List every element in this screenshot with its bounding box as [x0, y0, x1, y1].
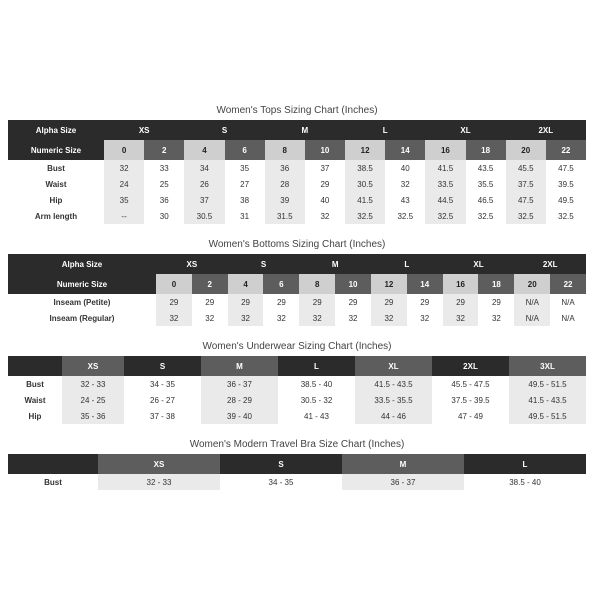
underwear-size-xs: XS — [62, 356, 124, 376]
table-cell: 32 — [276, 313, 286, 323]
tops-table — [8, 120, 586, 224]
table-cell: 35.5 — [477, 179, 494, 189]
table-cell: 34 - 35 — [150, 379, 175, 389]
tops-numeric-cell: 0 — [104, 140, 144, 160]
underwear-title: Women's Underwear Sizing Chart (Inches) — [202, 341, 392, 352]
table-cell: 29 — [228, 294, 264, 310]
bottoms-numeric-cell: 16 — [443, 274, 479, 294]
table-cell: 38.5 - 40 — [300, 379, 333, 389]
table-cell: 39.5 — [558, 179, 574, 189]
table-cell: -- — [104, 208, 144, 224]
table-cell: 24 - 25 — [62, 392, 124, 408]
bottoms-alpha-m: M — [299, 254, 371, 274]
table-cell: 37.5 — [506, 176, 546, 192]
bra-size-xs: XS — [98, 454, 220, 474]
tops-section — [8, 104, 586, 224]
table-cell: 32 — [348, 313, 358, 323]
bra-size-m: M — [342, 454, 464, 474]
tops-numeric-cell: 20 — [506, 140, 546, 160]
bottoms-alpha-2xl: 2XL — [514, 254, 586, 274]
table-cell: 38.5 — [345, 160, 385, 176]
table-cell: 33 — [159, 163, 169, 173]
tops-numeric-cell: 12 — [345, 140, 385, 160]
table-cell: 47.5 — [558, 163, 574, 173]
bottoms-numeric-cell: 22 — [550, 274, 586, 294]
tops-numeric-cell: 14 — [385, 140, 425, 160]
bra-title: Women's Modern Travel Bra Size Chart (Inches) — [189, 439, 405, 450]
table-cell: 32.5 — [345, 208, 385, 224]
bra-header-corner — [8, 454, 98, 474]
bottoms-title: Women's Bottoms Sizing Chart (Inches) — [208, 239, 386, 250]
bottoms-numeric-cell: 6 — [263, 274, 299, 294]
table-cell: 32.5 — [558, 211, 574, 221]
tops-numeric-cell: 10 — [305, 140, 345, 160]
table-cell: 26 - 27 — [150, 395, 175, 405]
underwear-size-l: L — [278, 356, 355, 376]
underwear-size-3xl: 3XL — [509, 356, 586, 376]
table-cell: 34 - 35 — [268, 477, 294, 487]
table-cell: 36 - 37 — [201, 376, 278, 392]
table-cell: 47.5 — [506, 192, 546, 208]
bottoms-numeric-cell: 8 — [299, 274, 335, 294]
table-cell: 49.5 - 51.5 — [509, 376, 586, 392]
bottoms-numeric-label: Numeric Size — [8, 274, 156, 294]
tops-title: Women's Tops Sizing Chart (Inches) — [216, 105, 378, 116]
tops-numeric-cell: 8 — [265, 140, 305, 160]
bottoms-alpha-label: Alpha Size — [8, 254, 156, 274]
bottoms-alpha-xl: XL — [443, 254, 515, 274]
table-cell: 36 — [159, 195, 169, 205]
table-cell: 37.5 - 39.5 — [451, 395, 490, 405]
table-cell: 29 — [348, 297, 358, 307]
table-cell: 32 — [299, 310, 335, 326]
table-cell: 37 - 38 — [150, 411, 175, 421]
tops-alpha-xs: XS — [104, 120, 184, 140]
table-cell: 47 - 49 — [458, 411, 483, 421]
underwear-header-corner — [8, 356, 62, 376]
row-label-inseam-petite: Inseam (Petite) — [53, 297, 111, 307]
row-label-waist: Waist — [24, 395, 46, 405]
table-cell: 35 — [104, 192, 144, 208]
table-cell: 41 - 43 — [304, 411, 329, 421]
table-cell: 29 — [320, 179, 330, 189]
table-cell: 44 - 46 — [355, 408, 432, 424]
table-cell: 29 — [491, 297, 501, 307]
table-cell: 32 — [104, 160, 144, 176]
table-cell: 32 — [491, 313, 501, 323]
table-cell: 32 — [443, 310, 479, 326]
row-label-waist: Waist — [45, 179, 67, 189]
table-cell: 39 - 40 — [201, 408, 278, 424]
table-cell: 30.5 — [184, 208, 224, 224]
table-cell: 41.5 — [425, 160, 465, 176]
tops-numeric-cell: 4 — [184, 140, 224, 160]
table-cell: 44.5 — [425, 192, 465, 208]
table-cell: 36 - 37 — [342, 474, 464, 490]
bottoms-numeric-cell: 4 — [228, 274, 264, 294]
row-label-inseam-regular: Inseam (Regular) — [49, 313, 115, 323]
bottoms-alpha-xs: XS — [156, 254, 228, 274]
table-cell: 32 — [320, 211, 330, 221]
table-cell: 45.5 — [506, 160, 546, 176]
underwear-size-xl: XL — [355, 356, 432, 376]
table-cell: 46.5 — [477, 195, 494, 205]
table-cell: 37 — [184, 192, 224, 208]
bottoms-table — [8, 254, 586, 326]
table-cell: N/A — [514, 310, 550, 326]
table-cell: 29 — [205, 297, 215, 307]
bottoms-section — [8, 238, 586, 326]
table-cell: 37 — [320, 163, 330, 173]
table-cell: 30.5 — [345, 176, 385, 192]
table-cell: 32 - 33 — [98, 474, 220, 490]
tops-numeric-cell: 2 — [144, 140, 184, 160]
table-cell: 40 — [400, 163, 410, 173]
bra-size-s: S — [220, 454, 342, 474]
bra-section — [8, 438, 586, 490]
bottoms-alpha-l: L — [371, 254, 443, 274]
table-cell: 32 — [400, 179, 410, 189]
table-cell: 24 — [104, 176, 144, 192]
bottoms-numeric-cell: 12 — [371, 274, 407, 294]
table-cell: 32 - 33 — [62, 376, 124, 392]
table-cell: 35 — [240, 163, 250, 173]
table-cell: 29 — [443, 294, 479, 310]
table-cell: 35 - 36 — [62, 408, 124, 424]
table-cell: 32 — [371, 310, 407, 326]
table-cell: 33.5 — [425, 176, 465, 192]
table-cell: 41.5 — [345, 192, 385, 208]
table-cell: 27 — [240, 179, 250, 189]
tops-numeric-cell: 6 — [225, 140, 265, 160]
table-cell: N/A — [561, 313, 575, 323]
table-cell: 34 — [184, 160, 224, 176]
tops-alpha-label: Alpha Size — [8, 120, 104, 140]
table-cell: 36 — [265, 160, 305, 176]
underwear-table — [8, 356, 586, 424]
table-cell: 38.5 - 40 — [509, 477, 541, 487]
table-cell: 29 — [156, 294, 192, 310]
table-cell: 28 - 29 — [201, 392, 278, 408]
table-cell: 30 — [159, 211, 169, 221]
tops-alpha-2xl: 2XL — [506, 120, 586, 140]
underwear-size-s: S — [124, 356, 201, 376]
tops-alpha-l: L — [345, 120, 425, 140]
table-cell: 41.5 - 43.5 — [355, 376, 432, 392]
table-cell: 32.5 — [506, 208, 546, 224]
table-cell: 41.5 - 43.5 — [509, 392, 586, 408]
underwear-size-m: M — [201, 356, 278, 376]
table-cell: 32 — [228, 310, 264, 326]
tops-alpha-s: S — [184, 120, 264, 140]
table-cell: 29 — [420, 297, 430, 307]
table-cell: 38 — [240, 195, 250, 205]
table-cell: 30.5 - 32 — [300, 395, 333, 405]
bottoms-numeric-cell: 10 — [335, 274, 371, 294]
bra-size-l: L — [464, 454, 586, 474]
table-cell: 26 — [184, 176, 224, 192]
row-label-hip: Hip — [28, 411, 42, 421]
tops-numeric-cell: 22 — [546, 140, 586, 160]
table-cell: 28 — [265, 176, 305, 192]
table-cell: 29 — [371, 294, 407, 310]
bottoms-numeric-cell: 14 — [407, 274, 443, 294]
table-cell: 29 — [299, 294, 335, 310]
tops-numeric-label: Numeric Size — [8, 140, 104, 160]
table-cell: N/A — [561, 297, 575, 307]
row-label-bust: Bust — [44, 477, 62, 487]
table-cell: 33.5 - 35.5 — [355, 392, 432, 408]
tops-numeric-cell: 16 — [425, 140, 465, 160]
table-cell: 25 — [159, 179, 169, 189]
bottoms-numeric-cell: 2 — [192, 274, 228, 294]
table-cell: 43.5 — [477, 163, 494, 173]
underwear-size-2xl: 2XL — [432, 356, 509, 376]
bottoms-numeric-cell: 0 — [156, 274, 192, 294]
table-cell: 49.5 — [558, 195, 574, 205]
row-label-arm-length: Arm length — [34, 211, 78, 221]
table-cell: 32 — [420, 313, 430, 323]
bottoms-alpha-s: S — [228, 254, 300, 274]
table-cell: 45.5 - 47.5 — [451, 379, 490, 389]
row-label-bust: Bust — [26, 379, 44, 389]
table-cell: 32 — [205, 313, 215, 323]
table-cell: 49.5 - 51.5 — [509, 408, 586, 424]
row-label-bust: Bust — [47, 163, 65, 173]
table-cell: 39 — [265, 192, 305, 208]
tops-alpha-m: M — [265, 120, 345, 140]
bottoms-numeric-cell: 20 — [514, 274, 550, 294]
bottoms-numeric-cell: 18 — [478, 274, 514, 294]
table-cell: 32 — [156, 310, 192, 326]
table-cell: 43 — [400, 195, 410, 205]
table-cell: 31.5 — [265, 208, 305, 224]
table-cell: 32.5 — [397, 211, 414, 221]
row-label-hip: Hip — [49, 195, 63, 205]
underwear-section — [8, 340, 586, 424]
table-cell: 31 — [240, 211, 250, 221]
table-cell: N/A — [514, 294, 550, 310]
table-cell: 40 — [320, 195, 330, 205]
table-cell: 32.5 — [425, 208, 465, 224]
bra-table — [8, 454, 586, 490]
table-cell: 32.5 — [477, 211, 494, 221]
tops-alpha-xl: XL — [425, 120, 505, 140]
tops-numeric-cell: 18 — [466, 140, 506, 160]
table-cell: 29 — [276, 297, 286, 307]
